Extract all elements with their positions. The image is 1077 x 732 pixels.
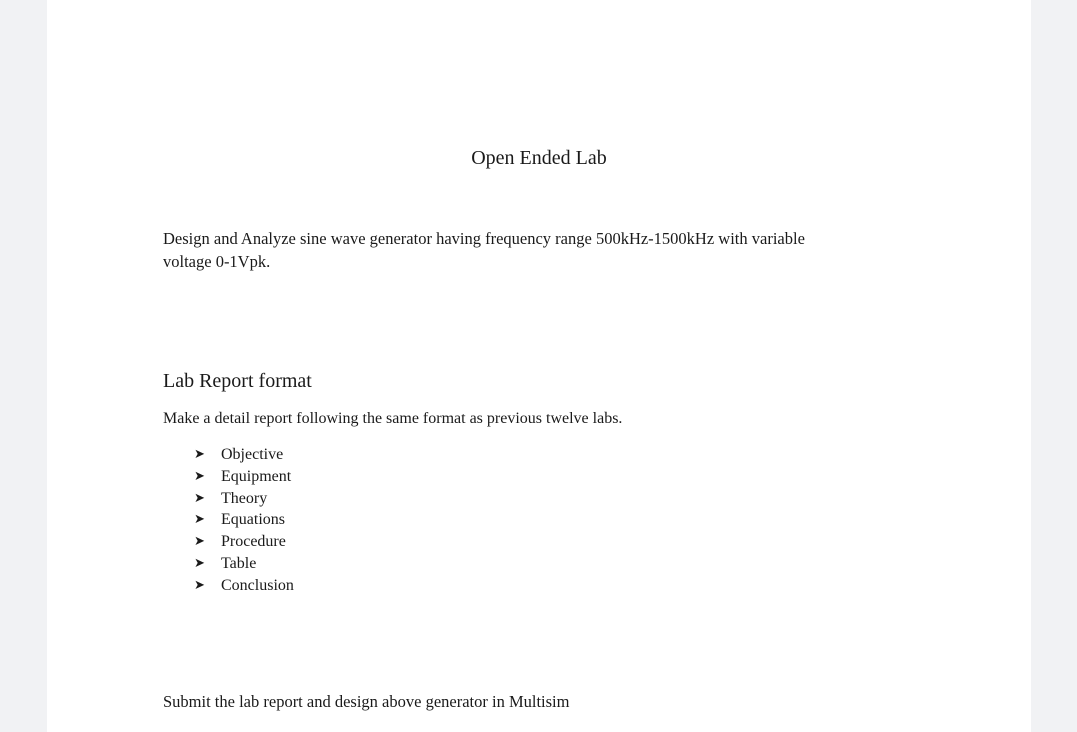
task-line-1: Design and Analyze sine wave generator having frequency range 500kHz-1500kHz with variable [163, 229, 805, 248]
section-heading: Lab Report format [163, 370, 312, 392]
list-item-label: Objective [221, 446, 284, 463]
report-instruction: Make a detail report following the same format as previous twelve labs. [163, 410, 623, 427]
list-item [194, 531, 294, 553]
list-item [194, 488, 294, 510]
arrow-bullet-icon: ➤ [194, 577, 205, 593]
list-item [194, 575, 294, 597]
list-item-label: Equations [221, 511, 285, 529]
list-item-label: Theory [221, 489, 268, 507]
submission-note: Submit the lab report and design above generator in Multisim [163, 692, 570, 711]
report-sections-list [194, 444, 294, 597]
list-item [194, 553, 294, 575]
arrow-bullet-icon: ➤ [194, 490, 205, 506]
arrow-bullet-icon: ➤ [194, 468, 205, 484]
list-item [194, 509, 294, 531]
list-item [194, 444, 294, 466]
arrow-bullet-icon: ➤ [194, 447, 205, 462]
list-item-label: Procedure [221, 533, 286, 551]
list-item-label: Equipment [221, 467, 292, 485]
arrow-bullet-icon: ➤ [194, 534, 205, 550]
list-item-label: Conclusion [221, 576, 294, 594]
document-page [47, 0, 1031, 732]
arrow-bullet-icon: ➤ [194, 555, 205, 571]
list-item [194, 466, 294, 488]
list-item-label: Table [221, 554, 257, 572]
arrow-bullet-icon: ➤ [194, 512, 205, 528]
document-title: Open Ended Lab [471, 147, 607, 169]
task-line-2: voltage 0-1Vpk. [163, 252, 271, 271]
task-description [163, 227, 953, 273]
